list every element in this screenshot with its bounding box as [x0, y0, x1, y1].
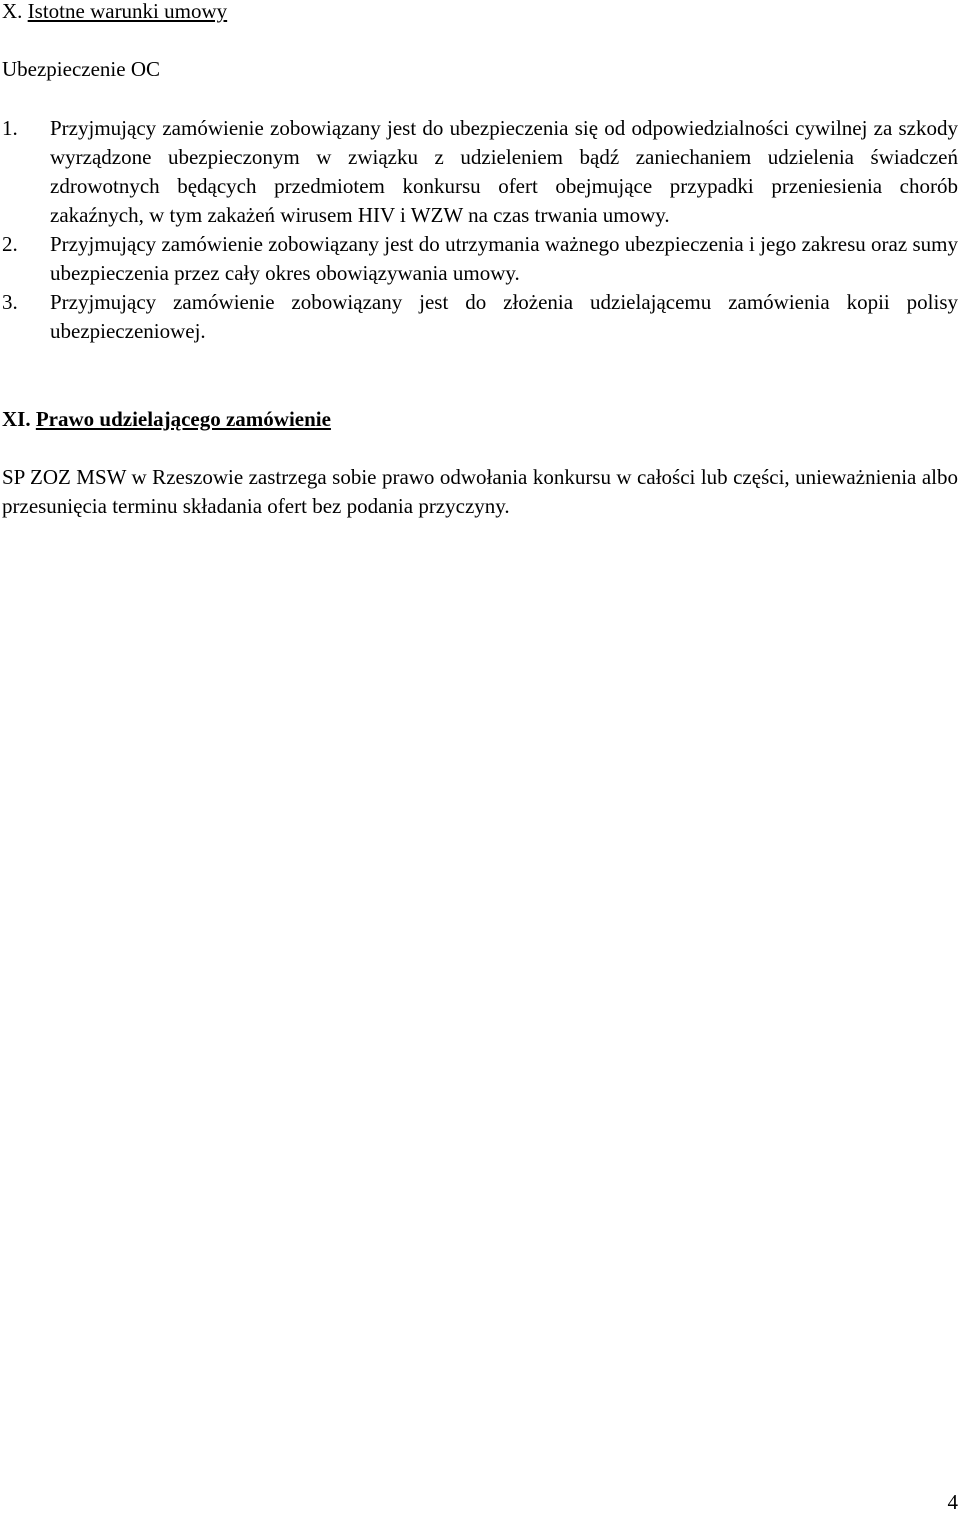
section-xi-number: XI. — [2, 407, 31, 431]
section-xi-heading-block — [2, 405, 958, 434]
section-x-heading — [2, 0, 958, 26]
section-x-items-block — [2, 114, 958, 346]
list-item — [2, 230, 958, 288]
list-item — [2, 288, 958, 346]
section-x-subtitle-block — [2, 55, 958, 84]
item-number: 3. — [2, 290, 18, 314]
section-xi-body-block — [2, 463, 958, 521]
item-text: Przyjmujący zamówienie zobowiązany jest do ubezpieczenia się od odpowiedzialności cywilnej za szkody wyrządzone ubezpieczonym w związku z udzieleniem bądź zaniechaniem udzielenia świadczeń zdrowotnych będących przedmiotem konkursu ofert obejmujące przypadki przeniesienia chorób zakaźnych, w tym zakażeń wirusem HIV i WZW na czas trwania umowy. — [50, 116, 958, 227]
section-xi-text: SP ZOZ MSW w Rzeszowie zastrzega sobie prawo odwołania konkursu w całości lub części, unieważnienia albo przesunięcia terminu składania ofert bez podania przyczyny. — [2, 465, 958, 518]
section-xi-heading — [2, 405, 958, 434]
page-number: 4 — [947, 1490, 958, 1514]
section-x-number: X. — [2, 0, 23, 23]
item-text: Przyjmujący zamówienie zobowiązany jest do złożenia udzielającemu zamówienia kopii polisy ubezpieczeniowej. — [50, 290, 958, 343]
section-x-title: Istotne warunki umowy — [27, 0, 228, 23]
section-x-item-list — [2, 114, 958, 346]
section-x-heading-block — [2, 0, 958, 26]
item-number: 2. — [2, 232, 18, 256]
section-xi-title: Prawo udzielającego zamówienie — [35, 407, 331, 431]
item-number: 1. — [2, 116, 18, 140]
item-text: Przyjmujący zamówienie zobowiązany jest do utrzymania ważnego ubezpieczenia i jego zakresu oraz sumy ubezpieczenia przez cały okres obowiązywania umowy. — [50, 232, 958, 285]
section-x-subtitle: Ubezpieczenie OC — [2, 57, 161, 81]
list-item — [2, 114, 958, 230]
